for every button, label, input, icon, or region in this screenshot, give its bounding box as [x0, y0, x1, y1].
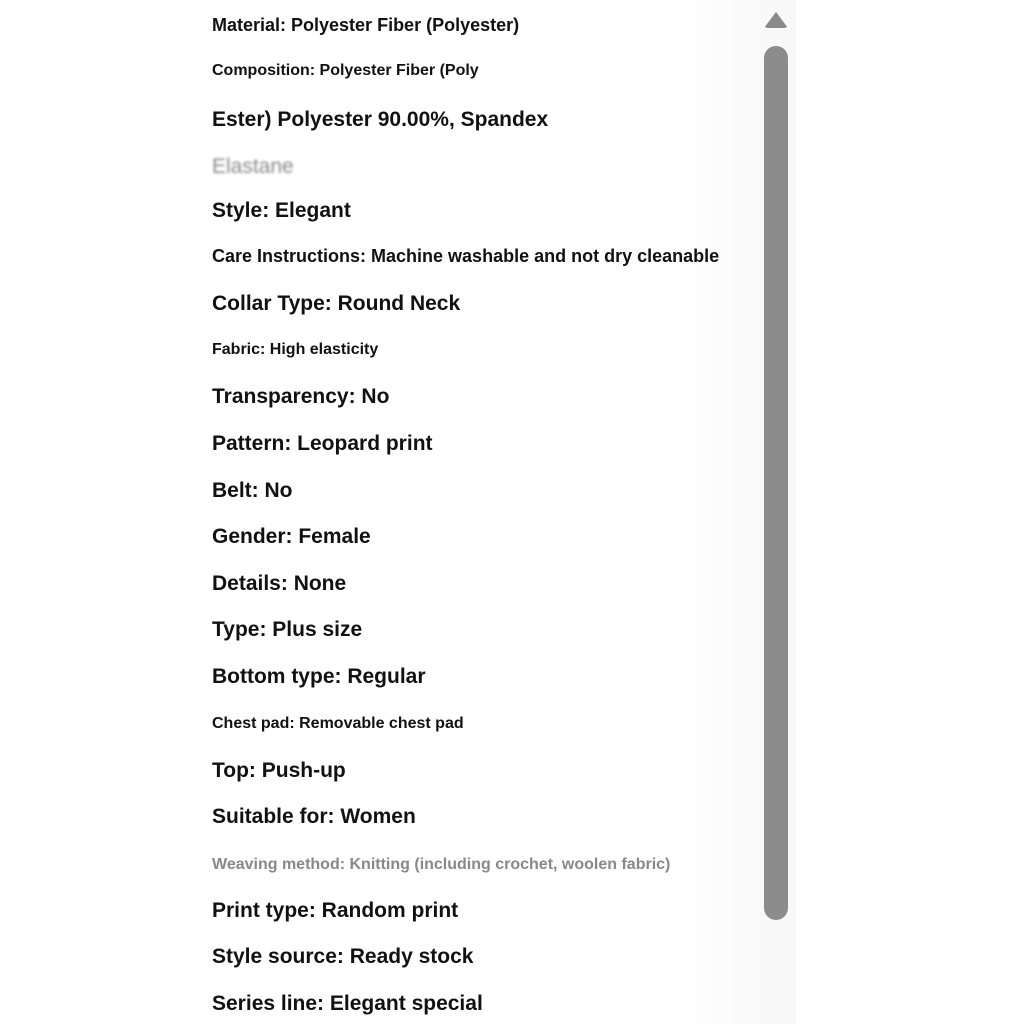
spec-care-instructions: Care Instructions: Machine washable and not dry cleanable — [212, 246, 720, 266]
spec-style: Style: Elegant — [212, 199, 351, 222]
spec-composition-cont-2: Elastane — [212, 155, 294, 178]
spec-bottom-type: Bottom type: Regular — [212, 665, 426, 688]
spec-print-type: Print type: Random print — [212, 899, 459, 922]
spec-transparency: Transparency: No — [212, 385, 390, 408]
spec-details: Details: None — [212, 572, 347, 595]
vertical-scrollbar[interactable] — [762, 8, 790, 924]
spec-suitable-for: Suitable for: Women — [212, 805, 416, 828]
scrollbar-thumb[interactable] — [764, 46, 788, 920]
spec-material: Material: Polyester Fiber (Polyester) — [212, 15, 520, 35]
triangle-up-icon[interactable] — [764, 12, 788, 28]
spec-series-line: Series line: Elegant special — [212, 992, 483, 1015]
spec-gender: Gender: Female — [212, 525, 371, 548]
spec-belt: Belt: No — [212, 479, 293, 502]
spec-composition-cont: Ester) Polyester 90.00%, Spandex — [212, 108, 549, 131]
spec-pattern: Pattern: Leopard print — [212, 432, 433, 455]
spec-top: Top: Push-up — [212, 759, 346, 782]
spec-fabric: Fabric: High elasticity — [212, 341, 379, 358]
spec-weaving-method: Weaving method: Knitting (including crochet, woolen fabric) — [212, 856, 671, 873]
spec-chest-pad: Chest pad: Removable chest pad — [212, 715, 464, 732]
spec-composition: Composition: Polyester Fiber (Poly — [212, 62, 479, 79]
spec-style-source: Style source: Ready stock — [212, 945, 474, 968]
spec-type: Type: Plus size — [212, 618, 363, 641]
spec-collar-type: Collar Type: Round Neck — [212, 292, 461, 315]
